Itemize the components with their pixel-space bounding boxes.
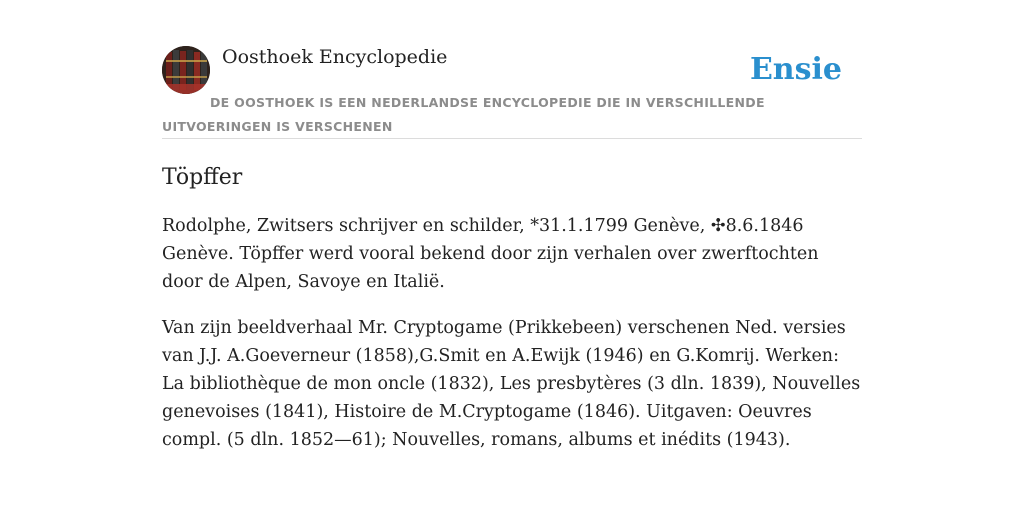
article-paragraph: Van zijn beeldverhaal Mr. Cryptogame (Prikkebeen) verschenen Ned. versies van J.J. A.Goeverneur (1858),G.Smit en A.Ewijk (1946) en G.Komrij. Werken: La bibliothèque de mon oncle (1832), Les presbytères (3 dln. 1839), Nouvelles genevoises (1841), Histoire de M.Cryptogame (1846). Uitgaven: Oeuvres compl. (5 dln. 1852—61); Nouvelles, romans, albums et inédits (1943). (162, 318, 861, 450)
site-header (162, 40, 862, 139)
site-tagline: DE OOSTHOEK IS EEN NEDERLANDSE ENCYCLOPEDIE DIE IN VERSCHILLENDE UITVOERINGEN IS VERSCHENEN (162, 95, 765, 134)
site-name[interactable]: Oosthoek Encyclopedie (222, 46, 448, 68)
brand-logo[interactable]: Ensie (749, 52, 842, 87)
article-title: Töpffer (162, 165, 243, 190)
article-card (162, 40, 862, 454)
article-paragraph: Rodolphe, Zwitsers schrijver en schilder, *31.1.1799 Genève, ✣8.6.1846 Genève. Töpffer werd vooral bekend door zijn verhalen over zwerftochten door de Alpen, Savoye en Italië. (162, 216, 819, 292)
books-icon (162, 46, 210, 94)
encyclopedia-books-avatar[interactable] (162, 46, 210, 94)
